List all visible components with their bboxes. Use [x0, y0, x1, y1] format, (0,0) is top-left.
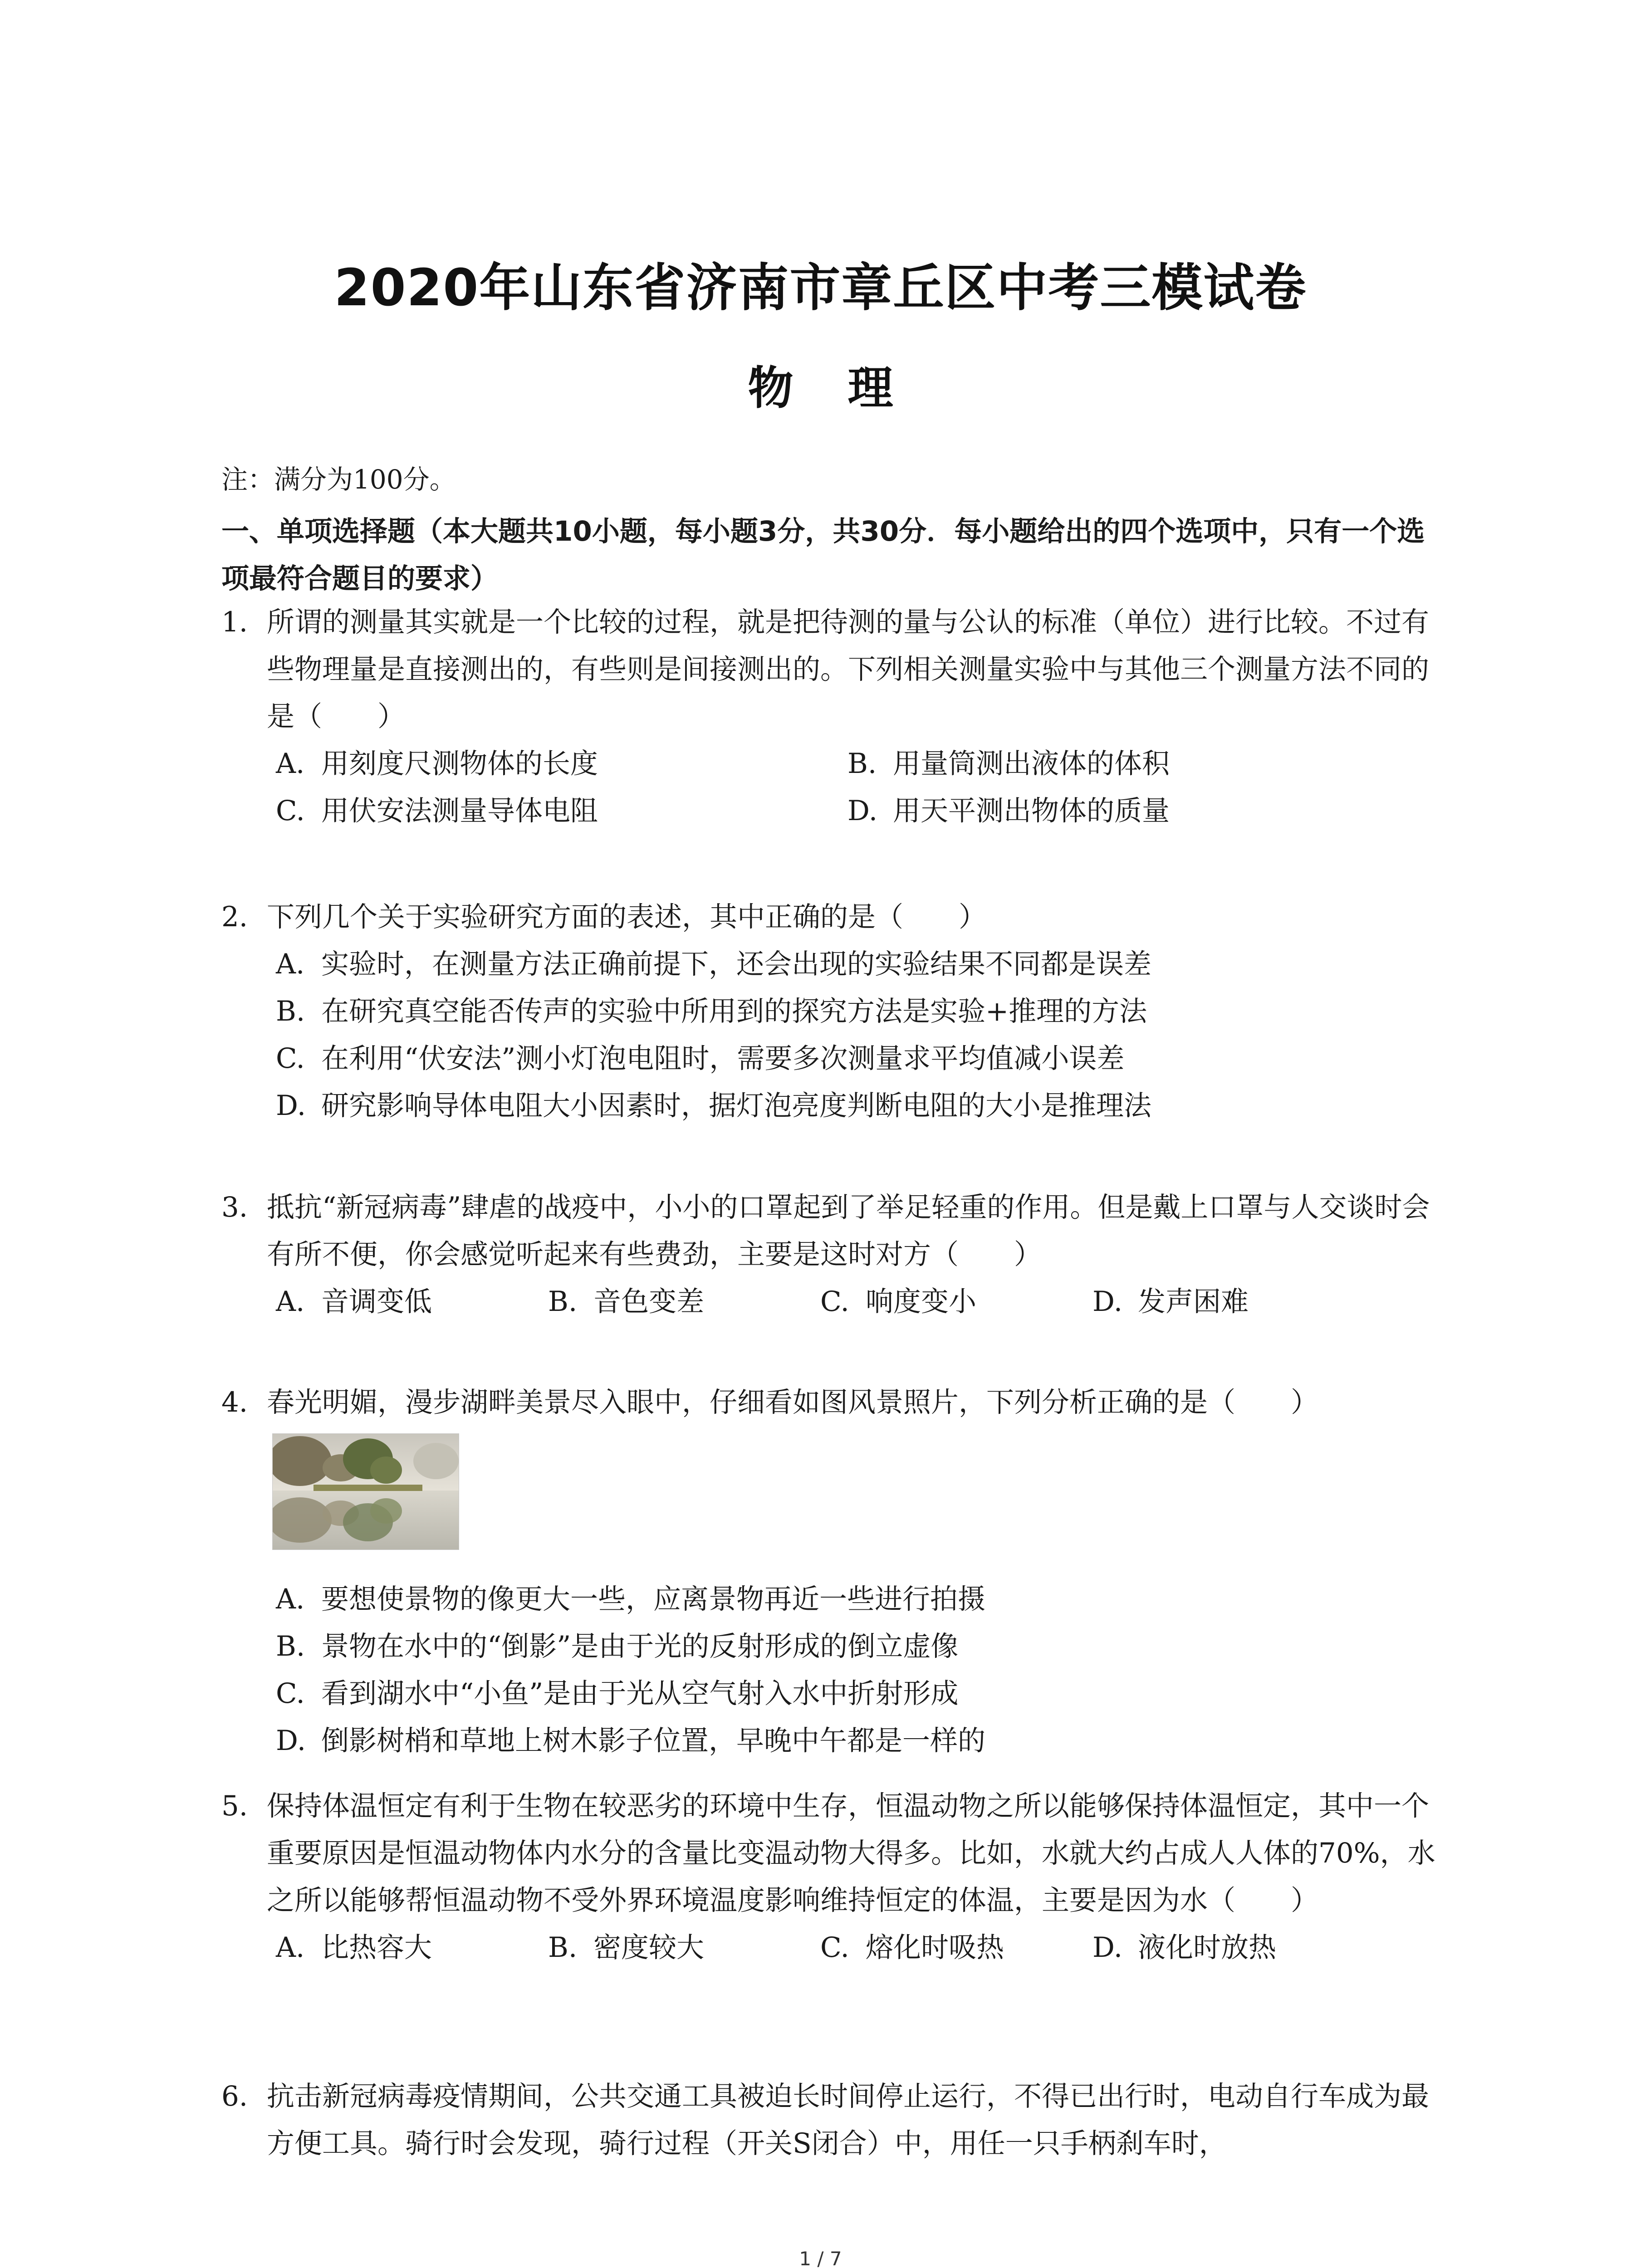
- option-d: D. 倒影树梢和草地上树木影子位置，早晚中午都是一样的: [276, 1725, 986, 1757]
- question-number: 2.: [221, 901, 248, 933]
- option-a: A. 比热容大: [276, 1931, 432, 1964]
- option-a: A. 要想使景物的像更大一些，应离景物再近一些进行拍摄: [276, 1583, 986, 1615]
- question-5: [221, 1783, 1446, 1971]
- question-stem: 2. 下列几个关于实验研究方面的表述，其中正确的是（ ）: [221, 894, 1446, 941]
- option-c: C. 熔化时吸热: [820, 1931, 1004, 1964]
- options: [221, 1576, 1446, 1765]
- question-number: 5.: [221, 1790, 248, 1822]
- section-heading: 一、单项选择题（本大题共10小题，每小题3分，共30分．每小题给出的四个选项中，只有一个选项最符合题目的要求）: [221, 515, 1425, 595]
- question-number: 3.: [221, 1191, 248, 1223]
- lake-scenery-photo: [272, 1433, 459, 1550]
- option-d: D. 发声困难: [1092, 1286, 1249, 1318]
- question-number: 6.: [221, 2080, 248, 2112]
- option-d: D. 研究影响导体电阻大小因素时，据灯泡亮度判断电阻的大小是推理法: [276, 1090, 1152, 1122]
- question-stem: 1. 所谓的测量其实就是一个比较的过程，就是把待测的量与公认的标准（单位）进行比较。不过有些物理量是直接测出的，有些则是间接测出的。下列相关测量实验中与其他三个测量方法不同的是（ ）: [221, 599, 1446, 740]
- question-2: [221, 894, 1446, 1129]
- question-number: 4.: [221, 1386, 248, 1418]
- question-stem: 4. 春光明媚，漫步湖畔美景尽入眼中，仔细看如图风景照片，下列分析正确的是（ ）: [221, 1379, 1446, 1426]
- options: [221, 941, 1446, 1129]
- option-b: B. 密度较大: [548, 1931, 705, 1964]
- score-note: 注：满分为100分。: [221, 464, 456, 495]
- option-d: D. 液化时放热: [1092, 1931, 1277, 1964]
- question-stem: 5. 保持体温恒定有利于生物在较恶劣的环境中生存，恒温动物之所以能够保持体温恒定，其中一个重要原因是恒温动物体内水分的含量比变温动物大得多。比如，水就大约占成人人体的70%，水之所以能够帮恒温动物不受外界环境温度影响维持恒定的体温，主要是因为水（ ）: [221, 1783, 1446, 1924]
- option-c: C. 看到湖水中“小鱼”是由于光从空气射入水中折射形成: [276, 1677, 959, 1710]
- question-stem: 6. 抗击新冠病毒疫情期间，公共交通工具被迫长时间停止运行，不得已出行时，电动自行车成为最方便工具。骑行时会发现，骑行过程（开关S闭合）中，用任一只手柄刹车时，: [221, 2073, 1446, 2167]
- option-a: A. 用刻度尺测物体的长度: [276, 748, 598, 780]
- option-b: B. 音色变差: [548, 1286, 705, 1318]
- exam-title: 2020年山东省济南市章丘区中考三模试卷: [334, 259, 1307, 318]
- question-3: [221, 1184, 1446, 1325]
- option-b: B. 在研究真空能否传声的实验中所用到的探究方法是实验+推理的方法: [276, 995, 1147, 1027]
- option-d: D. 用天平测出物体的质量: [847, 795, 1170, 827]
- option-b: B. 景物在水中的“倒影”是由于光的反射形成的倒立虚像: [276, 1630, 959, 1662]
- option-c: C. 用伏安法测量导体电阻: [276, 795, 598, 827]
- options: [221, 1924, 1446, 1971]
- option-a: A. 实验时，在测量方法正确前提下，还会出现的实验结果不同都是误差: [276, 948, 1152, 980]
- options: [221, 1278, 1446, 1325]
- option-b: B. 用量筒测出液体的体积: [847, 748, 1170, 780]
- options: [221, 740, 1446, 835]
- option-a: A. 音调变低: [276, 1286, 432, 1318]
- question-number: 1.: [221, 606, 248, 638]
- subject-title: 物理: [748, 362, 948, 415]
- question-6: [221, 2073, 1446, 2167]
- question-stem: 3. 抵抗“新冠病毒”肆虐的战疫中，小小的口罩起到了举足轻重的作用。但是戴上口罩与人交谈时会有所不便，你会感觉听起来有些费劲，主要是这时对方（ ）: [221, 1184, 1446, 1278]
- question-1: [221, 599, 1446, 835]
- option-c: C. 响度变小: [820, 1286, 977, 1318]
- page-number: 1 / 7: [799, 2248, 842, 2268]
- option-c: C. 在利用“伏安法”测小灯泡电阻时，需要多次测量求平均值减小误差: [276, 1042, 1125, 1075]
